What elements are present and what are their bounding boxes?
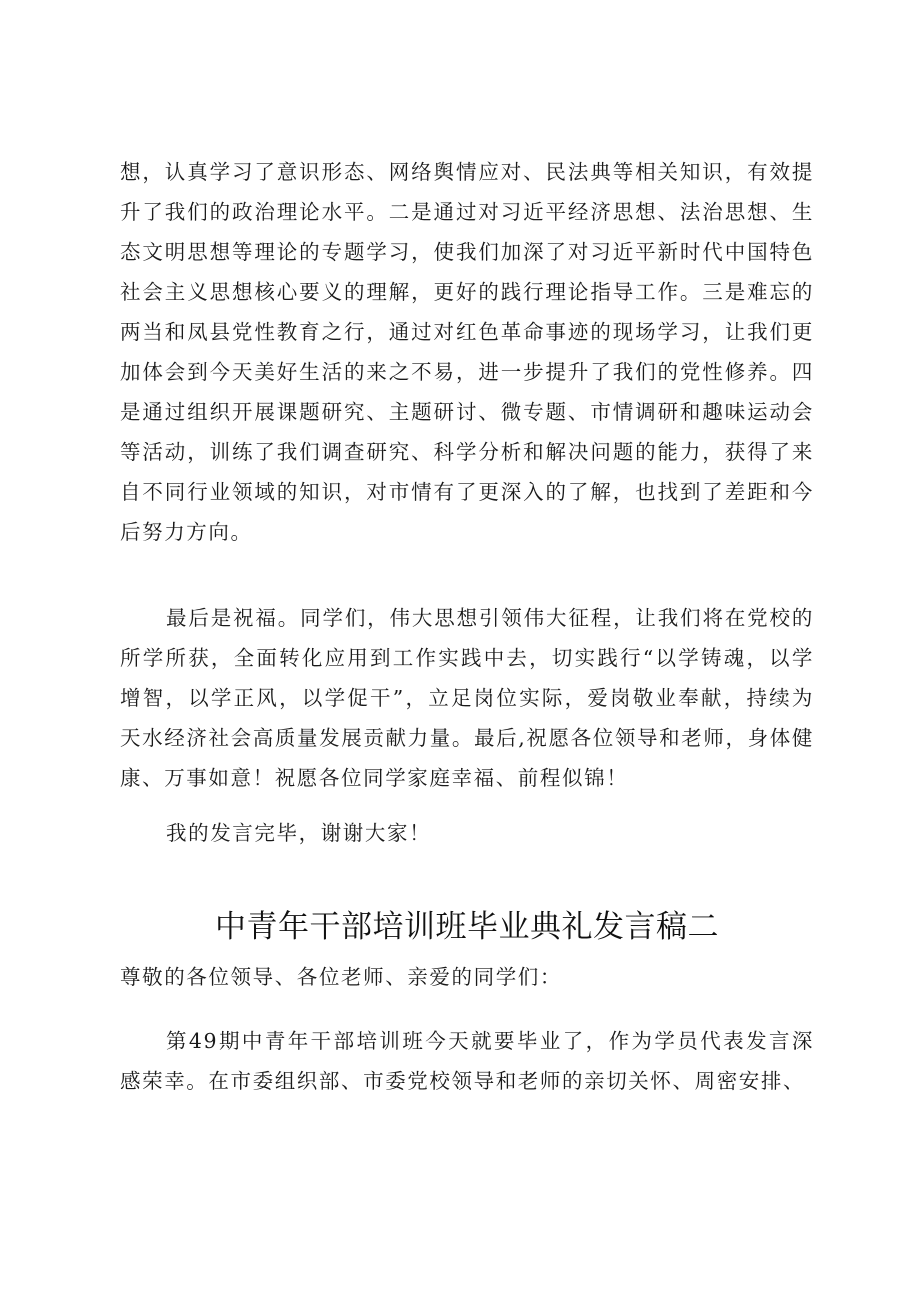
opening-paragraph: 第49期中青年干部培训班今天就要毕业了，作为学员代表发言深感荣幸。在市委组织部、市委党校领导和老师的亲切关怀、周密安排、 [120, 1029, 814, 1093]
continuation-paragraph: 想，认真学习了意识形态、网络舆情应对、民法典等相关知识，有效提升了我们的政治理论水平。二是通过对习近平经济思想、法治思想、生态文明思想等理论的专题学习，使我们加深了对习近平新时代中国特色社会主义思想核心要义的理解，更好的践行理论指导工作。三是难忘的两当和凤县党性教育之行，通过对红色革命事迹的现场学习，让我们更加体会到今天美好生活的来之不易，进一步提升了我们的党性修养。四是通过组织开展课题研究、主题研讨、微专题、市情调研和趣味运动会等活动，训练了我们调查研究、科学分析和解决问题的能力，获得了来自不同行业领域的知识，对市情有了更深入的了解，也找到了差距和今后努力方向。 [120, 160, 814, 544]
closing-paragraph: 我的发言完毕，谢谢大家！ [166, 821, 432, 845]
section-title: 中青年干部培训班毕业典礼发言稿二 [215, 909, 719, 945]
blessing-paragraph: 最后是祝福。同学们，伟大思想引领伟大征程，让我们将在党校的所学所获，全面转化应用到工作实践中去，切实践行“以学铸魂，以学增智，以学正风，以学促干”，立足岗位实际，爱岗敬业奉献，持续为天水经济社会高质量发展贡献力量。最后,祝愿各位领导和老师，身体健康、万事如意！祝愿各位同学家庭幸福、前程似锦！ [120, 606, 814, 790]
salutation-line: 尊敬的各位领导、各位老师、亲爱的同学们： [120, 965, 562, 989]
